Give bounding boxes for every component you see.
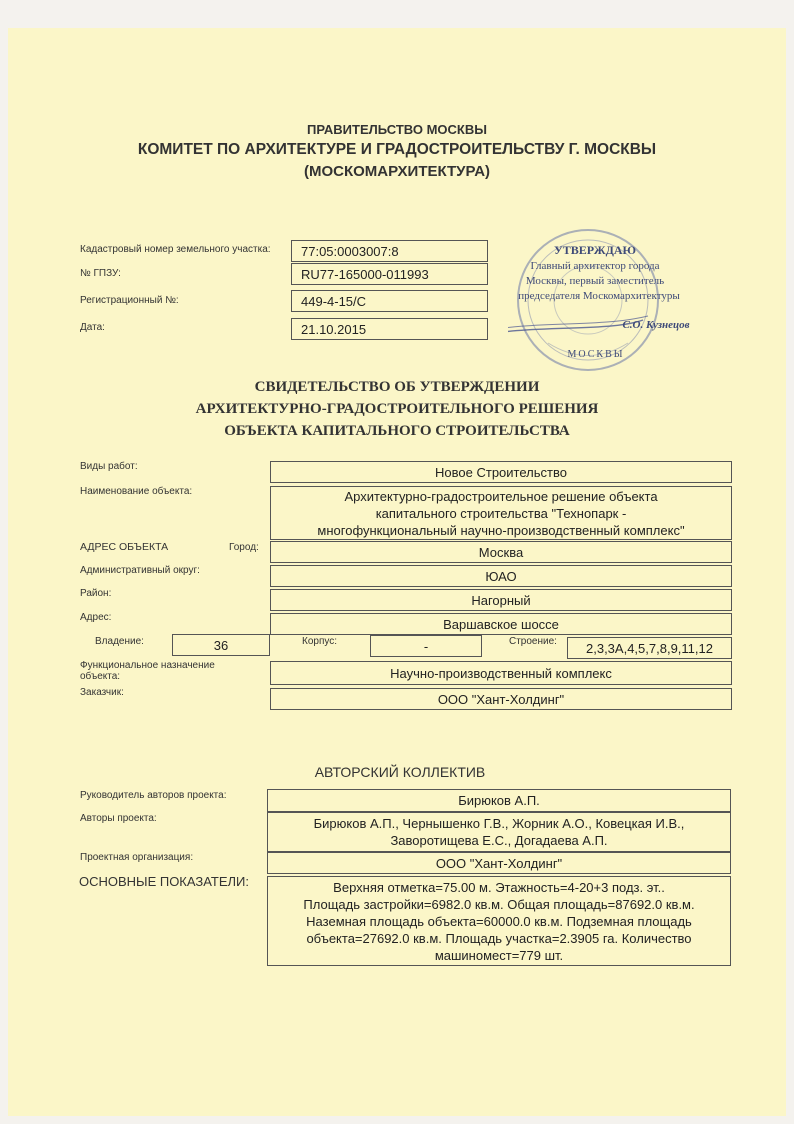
approval-title: УТВЕРЖДАЮ xyxy=(553,243,637,257)
function-label-line-1: Функциональное назначение xyxy=(80,660,215,671)
street-field: Варшавское шоссе xyxy=(270,613,732,635)
organization-field: ООО "Хант-Холдинг" xyxy=(267,852,731,874)
date-field: 21.10.2015 xyxy=(291,318,488,340)
cadastral-label: Кадастровый номер земельного участка: xyxy=(80,244,271,255)
reg-number-label: Регистрационный №: xyxy=(80,295,179,306)
date-label: Дата: xyxy=(80,322,105,333)
gpzu-label: № ГПЗУ: xyxy=(80,268,121,279)
customer-field: ООО "Хант-Холдинг" xyxy=(270,688,732,710)
authors-field xyxy=(267,812,731,852)
function-label-line-2: объекта: xyxy=(80,671,121,682)
approval-line-3: председателя Москомархитектуры xyxy=(518,290,680,302)
authors-line-1: Бирюков А.П., Чернышенко Г.В., Жорник А.О., Ковецкая И.В., xyxy=(313,816,685,831)
customer-label: Заказчик: xyxy=(80,687,124,698)
authors-line-2: Заворотищева Е.С., Догадаева А.П. xyxy=(390,833,608,848)
lead-author-label: Руководитель авторов проекта: xyxy=(80,790,227,801)
object-name-line-2: капитального строительства "Технопарк - xyxy=(375,505,627,521)
building-field: - xyxy=(370,635,482,657)
holding-label: Владение: xyxy=(95,636,144,647)
cadastral-field: 77:05:0003007:8 xyxy=(291,240,488,262)
header-line-committee: КОМИТЕТ ПО АРХИТЕКТУРЕ И ГРАДОСТРОИТЕЛЬСТВУ Г. МОСКВЫ xyxy=(137,141,657,158)
indicators-line-1: Верхняя отметка=75.00 м. Этажность=4-20+3 подз. эт.. xyxy=(333,879,665,895)
organization-label: Проектная организация: xyxy=(80,852,194,863)
indicators-label: ОСНОВНЫЕ ПОКАЗАТЕЛИ: xyxy=(79,874,250,889)
address-heading: АДРЕС ОБЪЕКТА xyxy=(80,541,169,553)
work-type-label: Виды работ: xyxy=(80,461,138,472)
approval-line-1: Главный архитектор города xyxy=(530,260,660,272)
authors-heading: АВТОРСКИЙ КОЛЛЕКТИВ xyxy=(314,764,486,780)
gpzu-field: RU77-165000-011993 xyxy=(291,263,488,285)
object-name-label: Наименование объекта: xyxy=(80,486,193,497)
work-type-field: Новое Строительство xyxy=(270,461,732,483)
certificate-title-line-3: ОБЪЕКТА КАПИТАЛЬНОГО СТРОИТЕЛЬСТВА xyxy=(224,423,570,439)
indicators-field xyxy=(267,876,731,966)
lead-author-field: Бирюков А.П. xyxy=(267,789,731,812)
structure-label: Строение: xyxy=(509,636,557,647)
reg-number-field: 449-4-15/С xyxy=(291,290,488,312)
structure-field: 2,3,3А,4,5,7,8,9,11,12 xyxy=(567,637,732,659)
holding-field: 36 xyxy=(172,634,270,656)
area-label: Район: xyxy=(80,588,112,599)
city-label: Город: xyxy=(229,542,259,553)
approval-line-2: Москвы, первый заместитель xyxy=(525,275,665,287)
certificate-title-line-2: АРХИТЕКТУРНО-ГРАДОСТРОИТЕЛЬНОГО РЕШЕНИЯ xyxy=(195,401,599,417)
object-name-line-1: Архитектурно-градостроительное решение объекта xyxy=(344,488,658,504)
indicators-line-3: Наземная площадь объекта=60000.0 кв.м. Подземная площадь xyxy=(306,913,692,929)
object-name-line-3: многофункциональный научно-производственный комплекс" xyxy=(317,522,685,538)
city-field: Москва xyxy=(270,541,732,563)
indicators-line-4: объекта=27692.0 кв.м. Площадь участка=2.3905 га. Количество xyxy=(306,930,692,946)
header-line-government: ПРАВИТЕЛЬСТВО МОСКВЫ xyxy=(307,122,487,137)
authors-label: Авторы проекта: xyxy=(80,813,157,824)
function-field: Научно-производственный комплекс xyxy=(270,661,732,685)
certificate-title-line-1: СВИДЕТЕЛЬСТВО ОБ УТВЕРЖДЕНИИ xyxy=(254,379,540,395)
district-field: ЮАО xyxy=(270,565,732,587)
building-label: Корпус: xyxy=(302,636,338,647)
indicators-line-5: машиномест=779 шт. xyxy=(434,947,564,963)
header-line-abbrev: (МОСКОМАРХИТЕКТУРА) xyxy=(303,163,491,180)
street-label: Адрес: xyxy=(80,612,112,623)
district-label: Административный округ: xyxy=(80,565,200,576)
area-field: Нагорный xyxy=(270,589,732,611)
object-name-field xyxy=(270,486,732,540)
indicators-line-2: Площадь застройки=6982.0 кв.м. Общая площадь=87692.0 кв.м. xyxy=(303,896,695,912)
approval-signer: С.О. Кузнецов xyxy=(622,319,690,331)
seal-text-bottom: МОСКВЫ xyxy=(567,349,625,360)
